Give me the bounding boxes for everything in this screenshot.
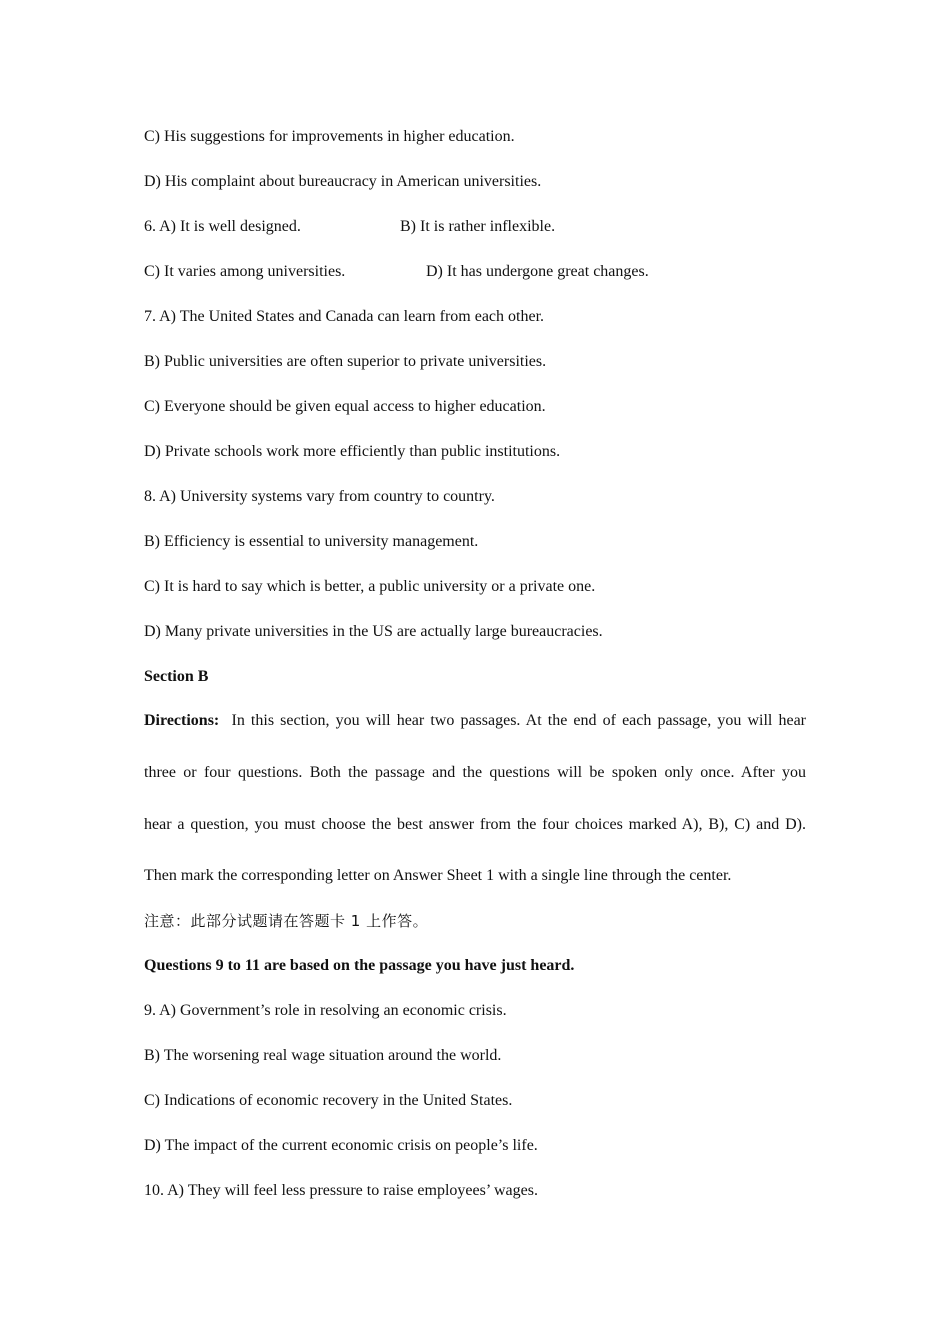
- q7-option-b: B) Public universities are often superior to private universities.: [144, 353, 547, 370]
- directions-text-1: In this section, you will hear two passages. At the end of each passage, you will hear: [231, 712, 807, 729]
- q8-option-a: 8. A) University systems vary from country to country.: [144, 488, 495, 505]
- q9-option-d: D) The impact of the current economic crisis on people’s life.: [144, 1137, 538, 1154]
- question-group-heading: Questions 9 to 11 are based on the passage you have just heard.: [144, 957, 575, 974]
- q9-option-b: B) The worsening real wage situation around the world.: [144, 1047, 502, 1064]
- directions-line-4: Then mark the corresponding letter on Answer Sheet 1 with a single line through the center.: [144, 867, 732, 884]
- q6-row-2: [144, 262, 806, 282]
- q8-option-d: D) Many private universities in the US are actually large bureaucracies.: [144, 623, 603, 640]
- directions-line-2: three or four questions. Both the passage and the questions will be spoken only once. After you: [144, 764, 806, 781]
- directions-line-3: hear a question, you must choose the best answer from the four choices marked A), B), C) and D).: [144, 816, 806, 833]
- answer-sheet-note: 注意：此部分试题请在答题卡 1 上作答。: [144, 912, 429, 930]
- q7-option-c: C) Everyone should be given equal access to higher education.: [144, 398, 546, 415]
- q6-option-d: D) It has undergone great changes.: [426, 263, 649, 280]
- q9-option-c: C) Indications of economic recovery in the United States.: [144, 1092, 513, 1109]
- q7-option-a: 7. A) The United States and Canada can learn from each other.: [144, 308, 545, 325]
- q8-option-b: B) Efficiency is essential to university management.: [144, 533, 479, 550]
- directions-label: Directions:: [144, 712, 220, 729]
- q10-option-a: 10. A) They will feel less pressure to raise employees’ wages.: [144, 1182, 538, 1199]
- q8-option-c: C) It is hard to say which is better, a public university or a private one.: [144, 578, 596, 595]
- q5-option-d: D) His complaint about bureaucracy in American universities.: [144, 173, 542, 190]
- q5-option-c: C) His suggestions for improvements in higher education.: [144, 128, 515, 145]
- directions-line-1: [144, 711, 806, 731]
- q9-option-a: 9. A) Government’s role in resolving an economic crisis.: [144, 1002, 507, 1019]
- q6-option-b: B) It is rather inflexible.: [400, 218, 556, 235]
- document-page: [144, 0, 806, 1344]
- section-b-title: Section B: [144, 668, 209, 685]
- q7-option-d: D) Private schools work more efficiently than public institutions.: [144, 443, 561, 460]
- q6-option-a: 6. A) It is well designed.: [144, 218, 301, 235]
- q6-row-1: [144, 217, 806, 237]
- q6-option-c: C) It varies among universities.: [144, 263, 346, 280]
